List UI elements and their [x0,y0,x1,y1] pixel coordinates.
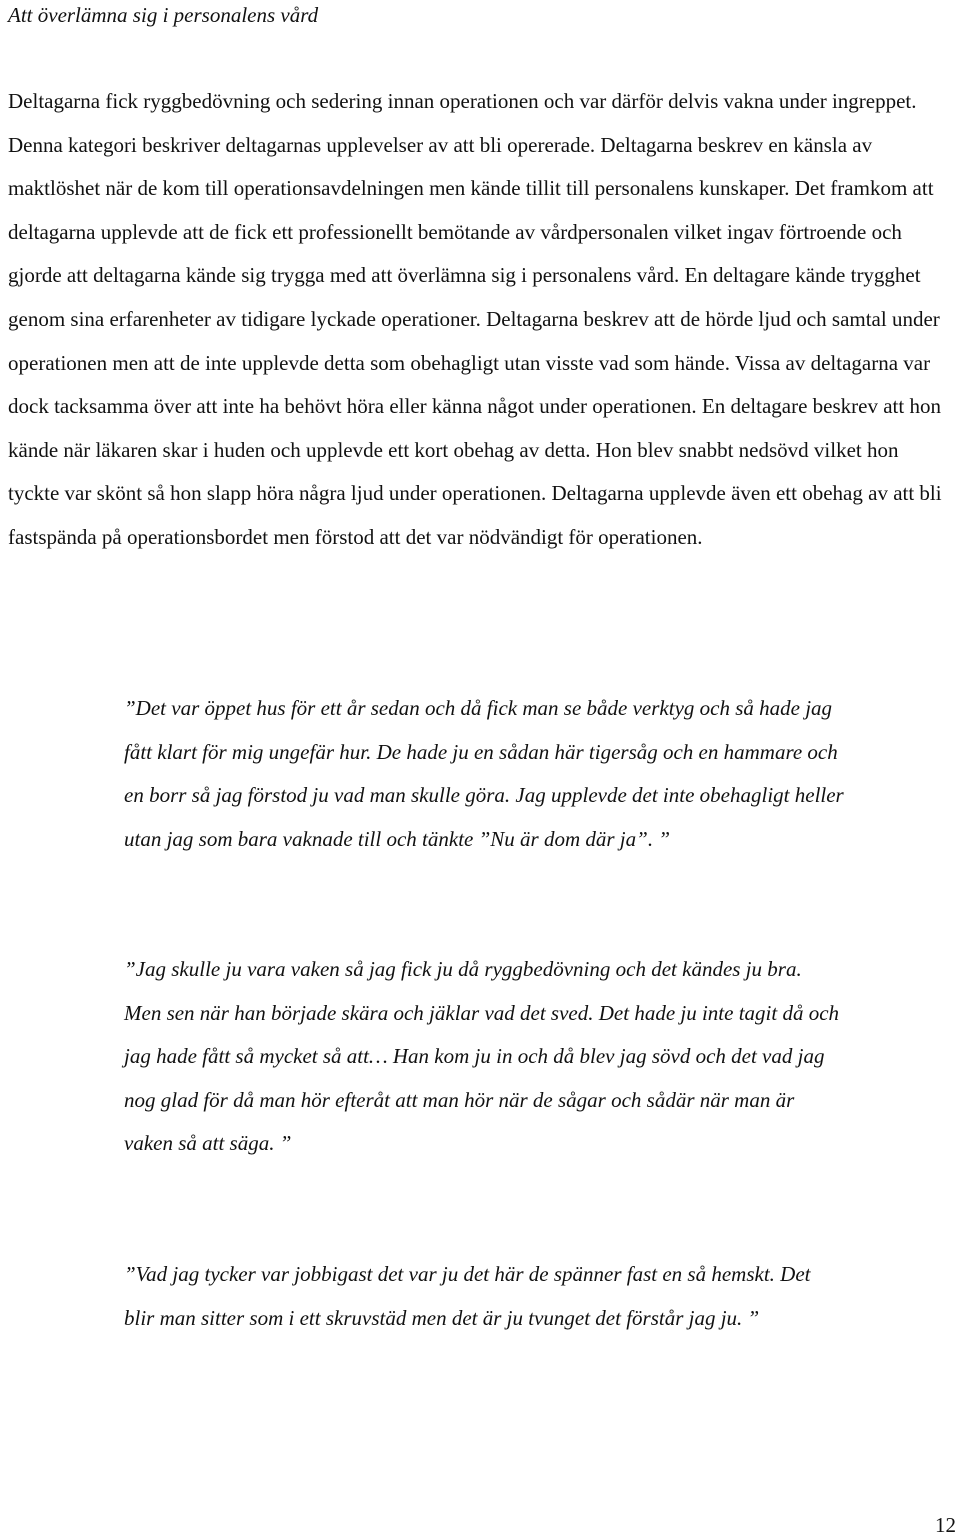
page-number: 12 [935,1513,956,1537]
body-paragraph: Deltagarna fick ryggbedövning och sedering innan operationen och var därför delvis vakna under ingreppet. Denna kategori beskriver deltagarnas upplevelser av att bli opererade. Deltagarna beskrev en känsla av maktlöshet när de kom till operationsavdelningen men kände tillit till personalens kunskaper. Det framkom att deltagarna upplevde att de fick ett professionellt bemötande av vårdpersonalen vilket ingav förtroende och gjorde att deltagarna kände sig trygga med att överlämna sig i personalens vård. En deltagare kände trygghet genom sina erfarenheter av tidigare lyckade operationer. Deltagarna beskrev att de hörde ljud och samtal under operationen men att de inte upplevde detta som obehagligt utan visste vad som hände. Vissa av deltagarna var dock tacksamma över att inte ha behövt höra eller känna något under operationen. En deltagare beskrev att hon kände när läkaren skar i huden och upplevde ett kort obehag av detta. Hon blev snabbt nedsövd vilket hon tyckte var skönt så hon slapp höra några ljud under operationen. Deltagarna upplevde även ett obehag av att bli fastspända på operationsbordet men förstod att det var nödvändigt för operationen. [8,89,942,549]
interview-quote-2: ”Jag skulle ju vara vaken så jag fick ju då ryggbedövning och det kändes ju bra. Men sen när han började skära och jäklar vad det sved. Det hade ju inte tagit då och jag hade fått så mycket så att… Han kom ju in och då blev jag sövd och det vad jag nog glad för då man hör efteråt att man hör när de sågar och sådär när man är vaken så att säga. ” [124,957,840,1156]
interview-quote-1: ”Det var öppet hus för ett år sedan och då fick man se både verktyg och så hade jag fått klart för mig ungefär hur. De hade ju en sådan här tigersåg och en hammare och en borr så jag förstod ju vad man skulle göra. Jag upplevde det inte obehagligt heller utan jag som bara vaknade till och tänkte ”Nu är dom där ja”. ” [124,696,844,851]
section-heading: Att överlämna sig i personalens vård [8,3,319,27]
interview-quote-3: ”Vad jag tycker var jobbigast det var ju det här de spänner fast en så hemskt. Det blir man sitter som i ett skruvstäd men det är ju tvunget det förstår jag ju. ” [124,1262,811,1330]
